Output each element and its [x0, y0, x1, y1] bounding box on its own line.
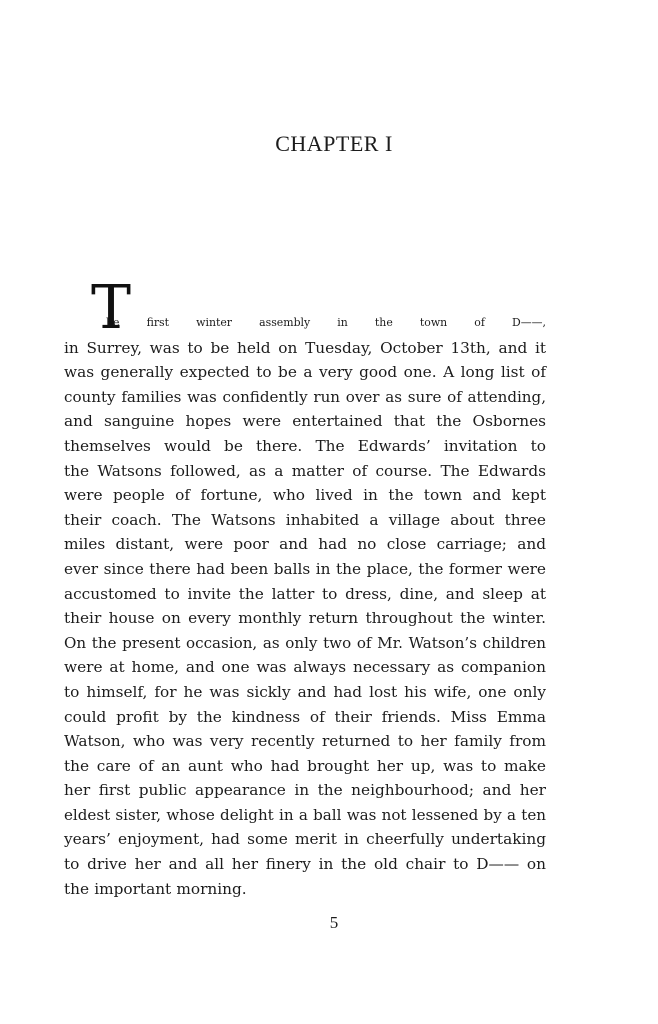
paragraph-line-3: was generally expected to be a very good one. A long list of [64, 363, 546, 382]
paragraph-line-1 [64, 273, 546, 343]
paragraph-line-17: could profit by the kindness of their friends. Miss Emma [64, 707, 546, 726]
paragraph-line-12: accustomed to invite the latter to dress, dine, and sleep at [64, 584, 546, 603]
paragraph-line-2: in Surrey, was to be held on Tuesday, October 13th, and it [64, 338, 546, 357]
paragraph-line-6: themselves would be there. The Edwards’ invitation to [64, 436, 546, 455]
paragraph-line-14: On the present occasion, as only two of Mr. Watson’s children [64, 633, 546, 652]
paragraph-line-15: were at home, and one was always necessary as companion [64, 658, 546, 677]
paragraph-line-4: county families was confidently run over as sure of attending, [64, 387, 546, 406]
page-number: 5 [329, 913, 339, 932]
paragraph-line-8: were people of fortune, who lived in the town and kept [64, 486, 546, 505]
paragraph-line-18: Watson, who was very recently returned to her family from [64, 732, 546, 751]
paragraph-line-19: the care of an aunt who had brought her up, was to make [64, 756, 546, 775]
paragraph-line-11: ever since there had been balls in the place, the former were [64, 559, 546, 578]
chapter-title: CHAPTER I [275, 131, 393, 156]
paragraph-line-5: and sanguine hopes were entertained that the Osbornes [64, 412, 546, 431]
paragraph-line-22: years’ enjoyment, had some merit in cheerfully undertaking [64, 830, 546, 849]
paragraph-line-21: eldest sister, whose delight in a ball was not lessened by a ten [64, 805, 546, 824]
drop-cap: T [91, 273, 132, 343]
paragraph-line-10: miles distant, were poor and had no close carriage; and [64, 535, 546, 554]
paragraph-line-13: their house on every monthly return throughout the winter. [64, 609, 546, 628]
paragraph-line-24: the important morning. [64, 879, 247, 898]
paragraph-line-1-text: he first winter assembly in the town of D——, [106, 316, 546, 329]
paragraph-line-9: their coach. The Watsons inhabited a village about three [64, 510, 546, 529]
paragraph-line-16: to himself, for he was sickly and had lost his wife, one only [64, 682, 546, 701]
chapter-paragraph [64, 273, 546, 901]
paragraph-line-23: to drive her and all her finery in the old chair to D—— on [64, 855, 546, 874]
paragraph-line-20: her first public appearance in the neighbourhood; and her [64, 781, 546, 800]
paragraph-line-7: the Watsons followed, as a matter of course. The Edwards [64, 461, 546, 480]
